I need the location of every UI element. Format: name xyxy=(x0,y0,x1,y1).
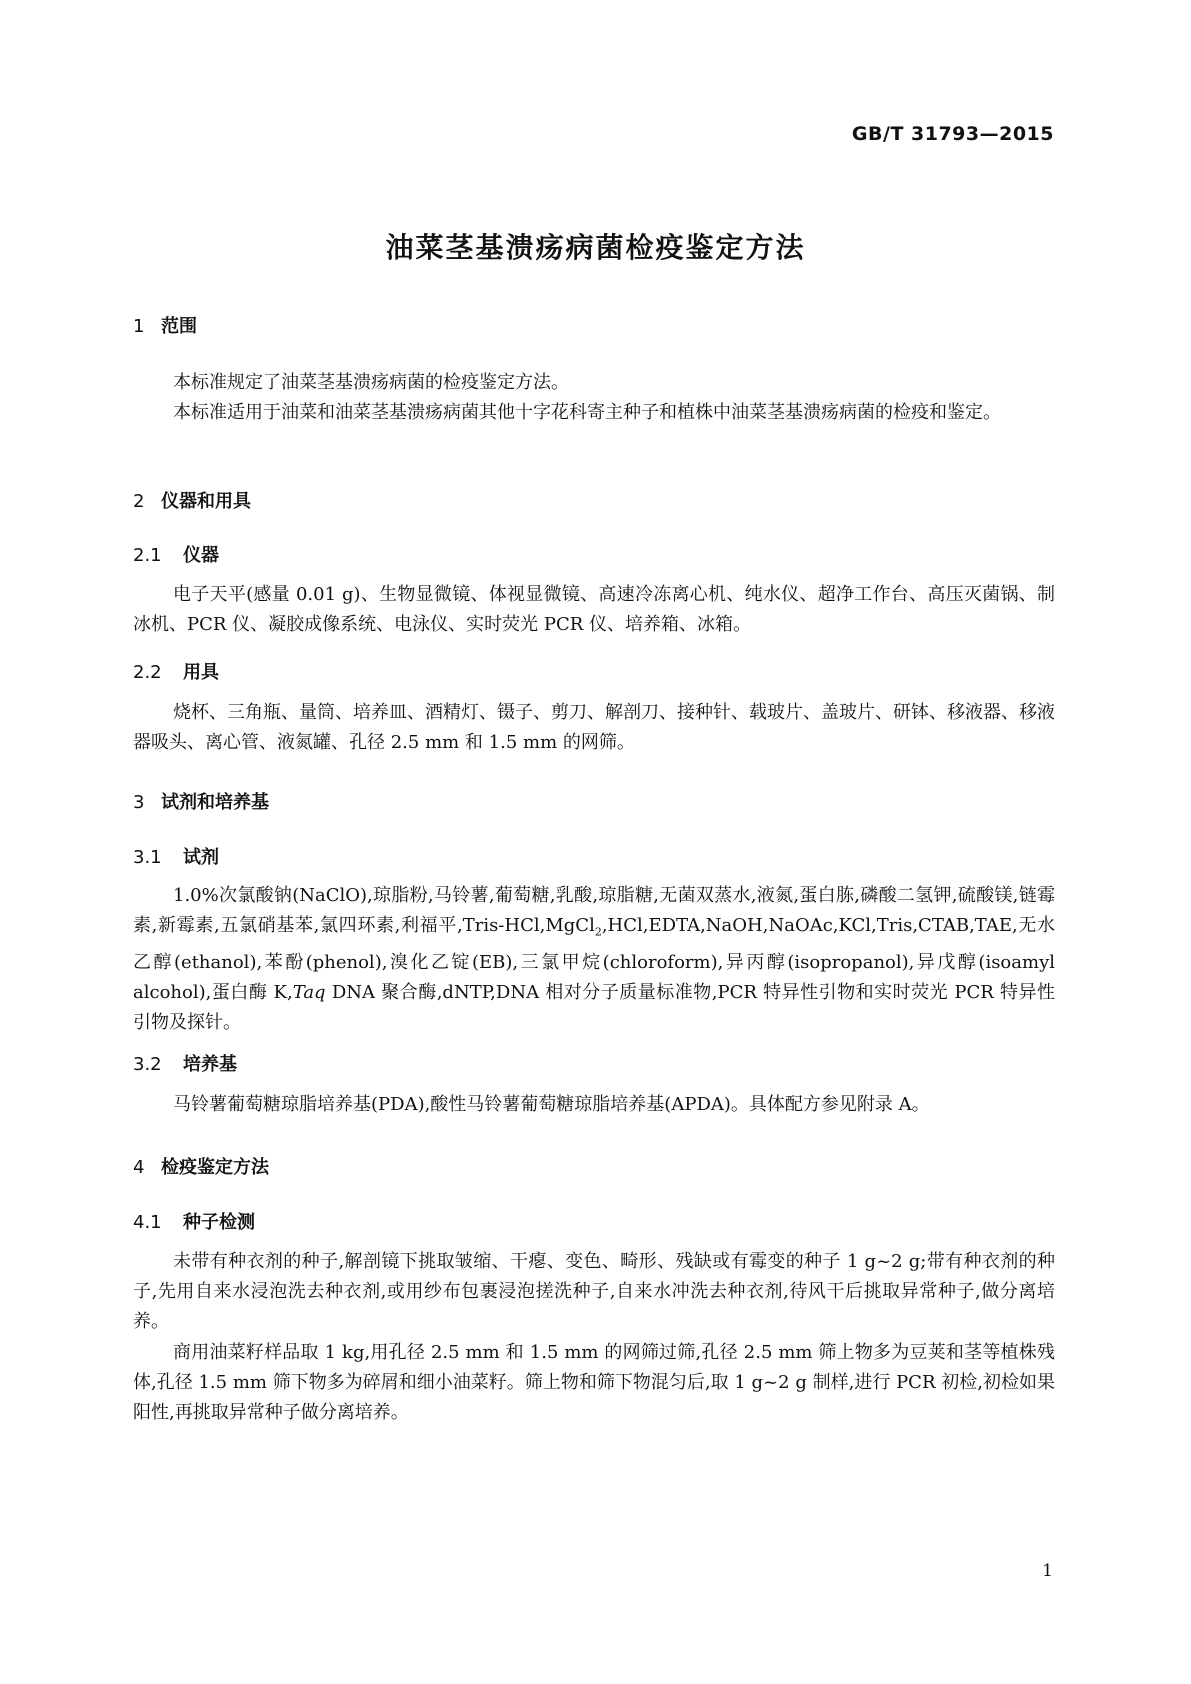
section-3-1-paragraph xyxy=(133,881,1055,1038)
section-title: 仪器和用具 xyxy=(161,491,251,512)
page-number: 1 xyxy=(1042,1561,1053,1581)
section-title: 检疫鉴定方法 xyxy=(161,1157,269,1178)
section-3-2-heading xyxy=(133,1050,237,1076)
section-number: 2.2 xyxy=(133,662,162,683)
subscript: 2 xyxy=(594,925,602,939)
section-number: 1 xyxy=(133,316,145,337)
page-title: 油菜茎基溃疡病菌检疫鉴定方法 xyxy=(385,231,806,264)
section-4-1-paragraph-2: 商用油菜籽样品取 1 kg,用孔径 2.5 mm 和 1.5 mm 的网筛过筛,孔径 2.5 mm 筛上物多为豆荚和茎等植株残体,孔径 1.5 mm 筛下物多为碎屑和细小油菜籽。筛上物和筛下物混匀后,取 1 g~2 g 制样,进行 PCR 初检,初检如果阳性,再挑取异常种子做分离培养。 xyxy=(133,1342,1055,1423)
section-title: 种子检测 xyxy=(183,1212,255,1233)
section-2-2-paragraph: 烧杯、三角瓶、量筒、培养皿、酒精灯、镊子、剪刀、解剖刀、接种针、载玻片、盖玻片、研钵、移液器、移液器吸头、离心管、液氮罐、孔径 2.5 mm 和 1.5 mm 的网筛。 xyxy=(133,702,1055,753)
section-2-2-heading xyxy=(133,658,219,684)
section-title: 范围 xyxy=(161,316,197,337)
section-title: 试剂和培养基 xyxy=(161,792,269,813)
section-4-heading xyxy=(133,1153,269,1179)
section-2-heading xyxy=(133,487,251,513)
section-2-1-heading xyxy=(133,541,219,567)
standard-number: GB/T 31793—2015 xyxy=(851,123,1054,145)
section-3-1-heading xyxy=(133,843,219,869)
section-title: 试剂 xyxy=(183,847,219,868)
reagent-text-c: DNA 聚合酶,dNTP,DNA 相对分子质量标准物,PCR 特异性引物和实时荧光 PCR 特异性引物及探针。 xyxy=(133,981,1055,1033)
section-number: 3.1 xyxy=(133,847,162,868)
section-4-1-heading xyxy=(133,1208,255,1234)
section-number: 4.1 xyxy=(133,1212,162,1233)
section-number: 2 xyxy=(133,491,145,512)
section-number: 3.2 xyxy=(133,1054,162,1075)
section-1-paragraph-1: 本标准规定了油菜茎基溃疡病菌的检疫鉴定方法。 xyxy=(173,372,569,393)
section-number: 3 xyxy=(133,792,145,813)
italic-term: Taq xyxy=(292,981,326,1003)
section-title: 培养基 xyxy=(183,1054,237,1075)
section-1-paragraph-2: 本标准适用于油菜和油菜茎基溃疡病菌其他十字花科寄主种子和植株中油菜茎基溃疡病菌的检疫和鉴定。 xyxy=(173,402,1001,423)
section-3-2-paragraph: 马铃薯葡萄糖琼脂培养基(PDA),酸性马铃薯葡萄糖琼脂培养基(APDA)。具体配方参见附录 A。 xyxy=(173,1094,930,1115)
section-4-1-paragraph-1: 未带有种衣剂的种子,解剖镜下挑取皱缩、干瘪、变色、畸形、残缺或有霉变的种子 1 g~2 g;带有种衣剂的种子,先用自来水浸泡洗去种衣剂,或用纱布包裹浸泡搓洗种子,自来水冲洗去种衣剂,待风干后挑取异常种子,做分离培养。 xyxy=(133,1251,1055,1332)
section-2-1-paragraph: 电子天平(感量 0.01 g)、生物显微镜、体视显微镜、高速冷冻离心机、纯水仪、超净工作台、高压灭菌锅、制冰机、PCR 仪、凝胶成像系统、电泳仪、实时荧光 PCR 仪、培养箱、冰箱。 xyxy=(133,584,1055,635)
section-title: 仪器 xyxy=(183,545,219,566)
section-1-heading xyxy=(133,312,197,338)
section-number: 2.1 xyxy=(133,545,162,566)
reagent-text-b: ,HCl,EDTA,NaOH,NaOAc,KCl,Tris,CTAB,TAE,无水乙醇(ethanol),苯酚(phenol),溴化乙锭(EB),三氯甲烷(chloroform),异丙醇(isopropanol),异戊醇(isoamyl alcohol),蛋白酶 K, xyxy=(133,915,1055,1003)
section-number: 4 xyxy=(133,1157,145,1178)
section-3-heading xyxy=(133,788,269,814)
section-title: 用具 xyxy=(183,662,219,683)
reagent-text-a: 1.0%次氯酸钠(NaClO),琼脂粉,马铃薯,葡萄糖,乳酸,琼脂糖,无菌双蒸水,液氮,蛋白胨,磷酸二氢钾,硫酸镁,链霉素,新霉素,五氯硝基苯,氯四环素,利福平,Tris-HCl,MgCl xyxy=(133,885,1055,936)
